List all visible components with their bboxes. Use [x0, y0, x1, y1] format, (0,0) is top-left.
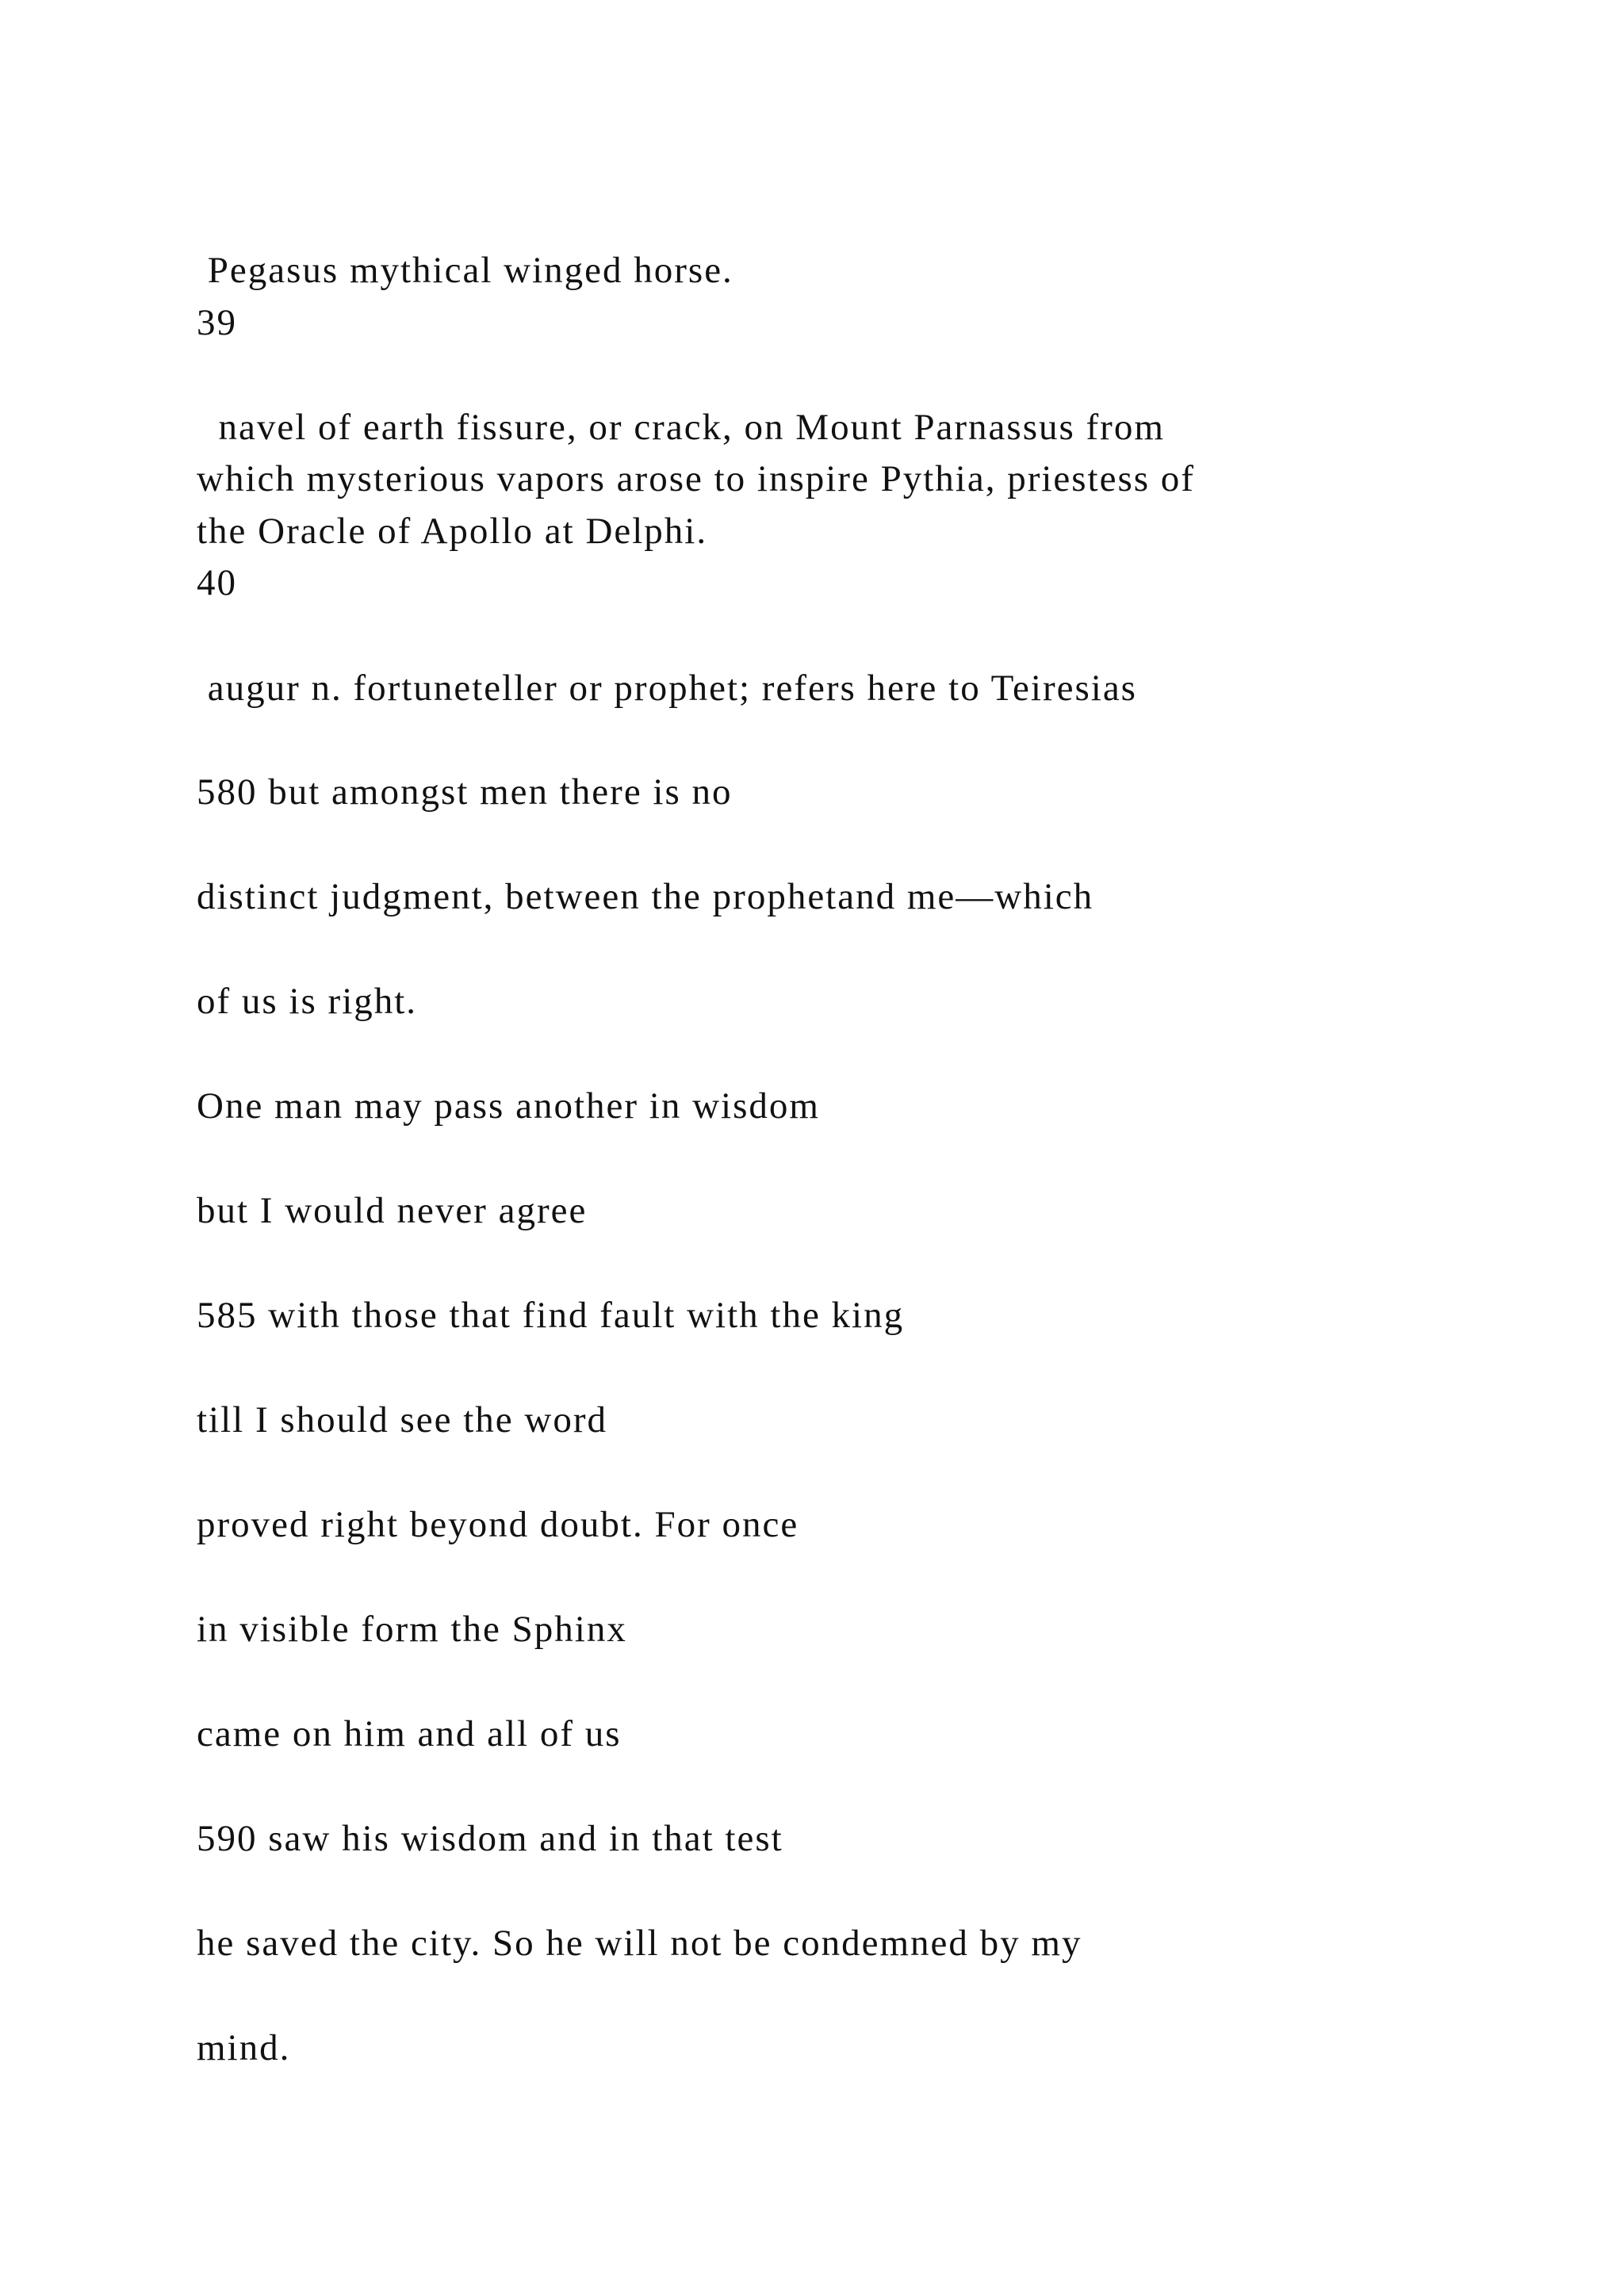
- poem-line: came on him and all of us: [197, 1713, 622, 1755]
- poem-line: but I would never agree: [197, 1190, 588, 1231]
- footnote-navel-line-1: navel of earth fissure, or crack, on Mount Parnassus from: [197, 407, 1165, 448]
- poem-line: 580 but amongst men there is no: [197, 771, 733, 813]
- footnote-number-40: 40: [197, 562, 237, 603]
- poem-line: he saved the city. So he will not be condemned by my: [197, 1923, 1082, 1964]
- poem-line: One man may pass another in wisdom: [197, 1085, 820, 1127]
- poem-line: of us is right.: [197, 981, 418, 1022]
- footnote-navel-line-2: which mysterious vapors arose to inspire Pythia, priestess of: [197, 458, 1195, 499]
- poem-line: 590 saw his wisdom and in that test: [197, 1818, 783, 1859]
- footnote-number-39: 39: [197, 302, 237, 343]
- poem-line: proved right beyond doubt. For once: [197, 1504, 799, 1545]
- poem-line: distinct judgment, between the prophetand me—which: [197, 876, 1094, 917]
- footnote-augur: augur n. fortuneteller or prophet; refers here to Teiresias: [197, 668, 1137, 709]
- footnote-pegasus: Pegasus mythical winged horse.: [197, 250, 733, 291]
- poem-line: mind.: [197, 2027, 291, 2068]
- footnote-navel-line-3: the Oracle of Apollo at Delphi.: [197, 511, 708, 552]
- poem-line: till I should see the word: [197, 1399, 608, 1441]
- poem-line: in visible form the Sphinx: [197, 1609, 627, 1650]
- poem-line: 585 with those that find fault with the king: [197, 1295, 905, 1336]
